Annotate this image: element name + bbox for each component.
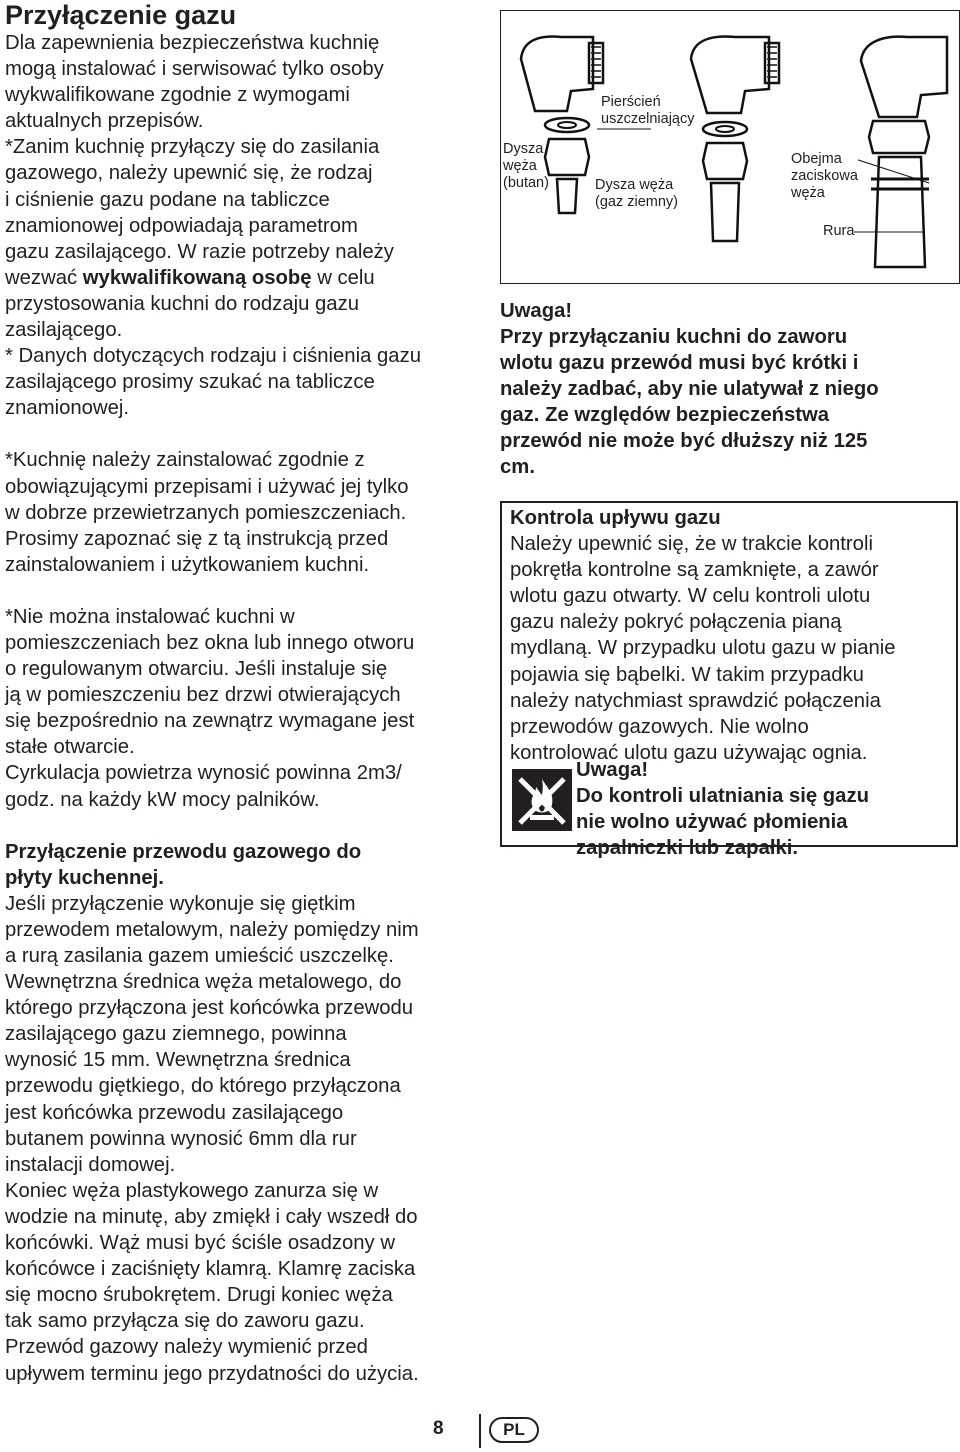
- text-line: przystosowania kuchni do rodzaju gazu: [5, 292, 360, 315]
- text-line: przewodu giętkiego, do którego przyłączona: [5, 1075, 401, 1098]
- ventilation-paragraph: [5, 604, 480, 813]
- text-line: którego przyłączona jest końcówka przewodu: [5, 997, 414, 1020]
- warning-line: zapalniczki lub zapałki.: [576, 837, 799, 860]
- page-footer: [0, 1414, 960, 1450]
- warning-line: Przy przyłączaniu kuchni do zaworu: [500, 326, 848, 348]
- warning-line: wlotu gazu przewód musi być krótki i: [500, 352, 859, 374]
- text-line: zasilającego prosimy szukać na tabliczce: [5, 371, 375, 394]
- text-line: Jeśli przyłączenie wykonuje się giętkim: [5, 892, 356, 915]
- footer-divider: [479, 1414, 481, 1448]
- section-heading: płyty kuchennej.: [5, 866, 164, 889]
- label-pipe: Rura: [823, 223, 855, 239]
- text-line: o regulowanym otwarciu. Jeśli instaluje się: [5, 658, 388, 681]
- text-line: wodzie na minutę, aby zmiękł i cały wszedł do: [5, 1205, 418, 1228]
- right-column: [500, 10, 960, 860]
- text-line: godz. na każdy kW mocy palników.: [5, 788, 320, 811]
- install-paragraph: [5, 447, 480, 577]
- text-line: ją w pomieszczeniu bez drzwi otwierających: [5, 684, 401, 707]
- spacer: [5, 578, 480, 604]
- text-line: upływem terminu jego przydatności do użycia.: [5, 1362, 419, 1385]
- text-line: wykwalifikowane zgodnie z wymogami: [5, 84, 350, 107]
- label-line: węża: [503, 158, 537, 174]
- hex-nut: [703, 143, 747, 179]
- text-line: kontrolować ulotu gazu używając ognia.: [510, 741, 868, 764]
- text-line: znamionowej odpowiadają parametrom: [5, 214, 358, 237]
- text-line-mixed: [5, 265, 480, 291]
- text-line: Koniec węża plastykowego zanurza się w: [5, 1179, 379, 1202]
- label-line: uszczelniający: [601, 111, 695, 127]
- elbow-fitting: [861, 37, 947, 117]
- left-column: [5, 0, 480, 1387]
- text-line: * Danych dotyczących rodzaju i ciśnienia gazu: [5, 345, 421, 368]
- label-sealing-ring: [601, 94, 695, 128]
- page-number: 8: [433, 1418, 444, 1439]
- text-line: zasilającego gazu ziemnego, powinna: [5, 1023, 347, 1046]
- label-line: Pierścień: [601, 94, 661, 110]
- label-line: zaciskowa: [791, 168, 858, 184]
- warning-line: gaz. Ze względów bezpieczeństwa: [500, 404, 830, 426]
- text-line: pomieszczeniach bez okna lub innego otworu: [5, 631, 415, 654]
- text-line: zasilającego.: [5, 319, 123, 342]
- spacer: [5, 421, 480, 447]
- sealing-ring-hole: [558, 122, 576, 128]
- label-nozzle-butane: [503, 141, 549, 192]
- text-line: się mocno śrubokrętem. Drugi koniec węża: [5, 1284, 393, 1307]
- text-line: mogą instalować i serwisować tylko osoby: [5, 58, 384, 81]
- text-line: obowiązującymi przepisami i używać jej tylko: [5, 475, 409, 498]
- nozzle: [711, 183, 739, 241]
- text-line: Cyrkulacja powietrza wynosić powinna 2m3/: [5, 762, 402, 785]
- label-line: węża: [791, 185, 825, 201]
- text-line: Prosimy zapoznać się z tą instrukcją przed: [5, 527, 389, 550]
- fittings-drawing: [501, 11, 959, 283]
- intro-paragraph: [5, 30, 480, 421]
- text-line: gazowego, należy upewnić się, że rodzaj: [5, 162, 373, 185]
- no-flame-icon: [512, 769, 572, 831]
- text-line: gazu zasilającego. W razie potrzeby należy: [5, 240, 394, 263]
- text-line: pojawia się bąbelki. W takim przypadku: [510, 663, 864, 686]
- text-line: się bezpośrednio na zewnątrz wymagane jest: [5, 710, 415, 733]
- warning-line: Do kontroli ulatniania się gazu: [576, 785, 869, 808]
- text-line: aktualnych przepisów.: [5, 110, 204, 133]
- hex-nut: [545, 139, 589, 175]
- text-line: stałe otwarcie.: [5, 736, 135, 759]
- text-run: w celu: [311, 266, 375, 289]
- text-line: *Nie można instalować kuchni w: [5, 605, 295, 628]
- label-line: (butan): [503, 175, 549, 191]
- text-line: gazu należy pokryć połączenia pianą: [510, 611, 842, 634]
- spacer: [5, 813, 480, 839]
- label-line: Obejma: [791, 151, 842, 167]
- label-line: Dysza: [503, 141, 544, 157]
- text-line: końcówce i zaciśnięty klamrą. Klamrę zaciska: [5, 1258, 416, 1281]
- text-line: *Kuchnię należy zainstalować zgodnie z: [5, 449, 365, 472]
- leak-check-box: [500, 501, 958, 860]
- page-title: Przyłączenie gazu: [5, 0, 237, 30]
- nozzle: [557, 179, 577, 213]
- text-line: Przewód gazowy należy wymienić przed: [5, 1336, 368, 1359]
- text-line: instalacji domowej.: [5, 1153, 176, 1176]
- warning-line: nie wolno używać płomienia: [576, 811, 848, 834]
- hose-length-warning: [500, 298, 960, 480]
- text-line: końcówki. Wąż musi być ściśle osadzony w: [5, 1232, 395, 1255]
- label-line: (gaz ziemny): [595, 194, 678, 210]
- text-line: pokrętła kontrolne są zamknięte, a zawór: [510, 559, 879, 582]
- warning-line: przewód nie może być dłuższy niż 125: [500, 430, 868, 452]
- text-line: butanem powinna wynosić 6mm dla rur: [5, 1127, 357, 1150]
- elbow-fitting: [521, 37, 593, 111]
- bold-phrase: wykwalifikowaną osobę: [82, 266, 312, 289]
- text-run: wezwać: [5, 266, 83, 289]
- language-badge: PL: [489, 1417, 539, 1443]
- text-line: a rurą zasilania gazem umieścić uszczelkę.: [5, 945, 394, 967]
- no-flame-warning-text: [576, 757, 936, 861]
- warning-line: Uwaga!: [576, 759, 649, 781]
- text-line: należy natychmiast sprawdzić połączenia: [510, 689, 881, 712]
- text-line: wynosić 15 mm. Wewnętrzna średnica: [5, 1049, 351, 1072]
- connection-section: [5, 839, 480, 1387]
- section-heading: Przyłączenie przewodu gazowego do: [5, 840, 362, 863]
- label-line: Dysza węża: [595, 177, 674, 193]
- text-line: tak samo przyłącza się do zaworu gazu.: [5, 1310, 365, 1333]
- text-line: wlotu gazu otwarty. W celu kontroli ulotu: [510, 585, 871, 608]
- sealing-ring: [703, 122, 747, 136]
- gas-fittings-illustration: [500, 10, 960, 284]
- label-hose-clamp: [791, 151, 858, 202]
- text-line: zainstalowaniem i użytkowaniem kuchni.: [5, 553, 370, 576]
- text-line: Dla zapewnienia bezpieczeństwa kuchnię: [5, 32, 380, 54]
- text-line: mydlaną. W przypadku ulotu gazu w pianie: [510, 637, 896, 660]
- sealing-ring-hole: [716, 126, 734, 132]
- text-line: przewodem metalowym, należy pomiędzy nim: [5, 918, 419, 941]
- text-line: przewodów gazowych. Nie wolno: [510, 715, 809, 738]
- warning-line: cm.: [500, 456, 535, 478]
- text-line: znamionowej.: [5, 397, 130, 420]
- elbow-fitting: [691, 37, 769, 113]
- sealing-ring: [545, 118, 589, 132]
- box-heading: Kontrola upływu gazu: [510, 507, 721, 529]
- text-line: w dobrze przewietrzanych pomieszczeniach.: [5, 501, 407, 524]
- hex-nut: [869, 121, 929, 153]
- text-line: jest końcówka przewodu zasilającego: [5, 1101, 344, 1124]
- warning-line: należy zadbać, aby nie ulatywał z niego: [500, 378, 879, 400]
- text-line: i ciśnienie gazu podane na tabliczce: [5, 188, 330, 211]
- warning-line: Uwaga!: [500, 300, 573, 322]
- label-nozzle-natural-gas: [595, 177, 678, 211]
- text-line: Należy upewnić się, że w trakcie kontroli: [510, 533, 873, 556]
- text-line: Wewnętrzna średnica węża metalowego, do: [5, 971, 402, 994]
- text-line: *Zanim kuchnię przyłączy się do zasilania: [5, 136, 380, 159]
